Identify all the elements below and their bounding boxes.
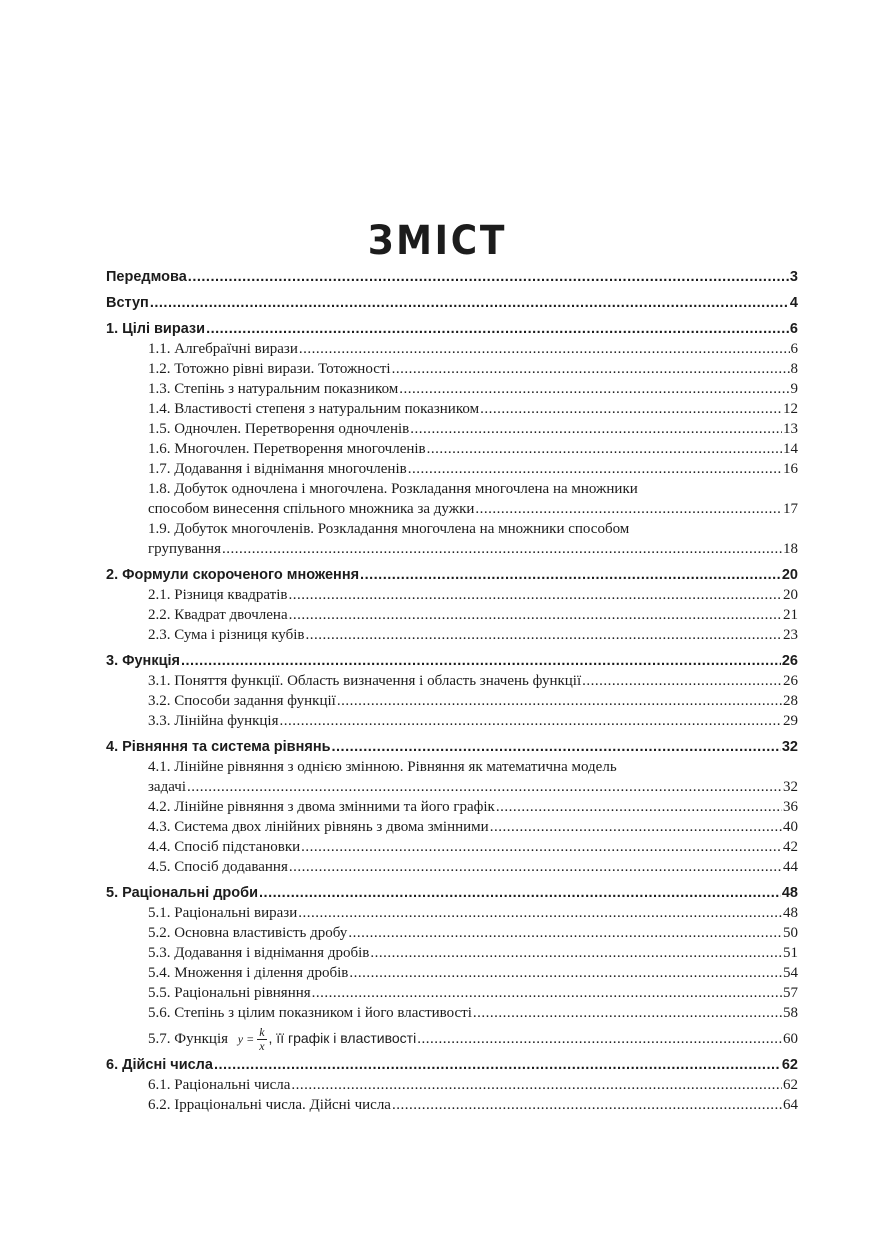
toc-entry-title: 1.7. Додавання і віднімання многочленів <box>148 461 407 477</box>
toc-entry-title-with-formula <box>148 1026 416 1053</box>
toc-entry-section[interactable] <box>106 359 798 379</box>
toc-entry-title-rest: , її графік і властивості <box>268 1029 417 1046</box>
fraction <box>257 1026 266 1053</box>
toc-entry-section[interactable] <box>106 379 798 399</box>
toc-entry-page: 16 <box>783 461 798 477</box>
fraction-denominator: x <box>259 1038 265 1053</box>
toc-entry-section[interactable] <box>106 963 798 983</box>
toc-entry-page: 32 <box>783 779 798 795</box>
toc-entry-title: Вступ <box>106 295 149 311</box>
toc-entry-page: 20 <box>781 567 798 583</box>
toc-leader <box>301 837 782 857</box>
toc-leader <box>214 1055 781 1075</box>
toc-entry-title: 5.7. Функція <box>148 1030 229 1047</box>
toc-entry-section[interactable] <box>106 519 798 559</box>
toc-entry-section[interactable] <box>106 711 798 731</box>
toc-entry-section[interactable] <box>106 1003 798 1023</box>
toc-leader <box>150 293 789 313</box>
toc-entry-title: 3.1. Поняття функції. Область визначення і область значень функції <box>148 673 582 689</box>
toc-entry-title: 1.6. Многочлен. Перетворення многочленів <box>148 441 426 457</box>
toc-entry-chapter[interactable] <box>106 883 798 903</box>
toc-entry-title: 4.2. Лінійне рівняння з двома змінними та його графік <box>148 799 495 815</box>
toc-entry-chapter[interactable] <box>106 319 798 339</box>
toc-entry-section[interactable] <box>106 585 798 605</box>
toc-entry-title: 4.5. Спосіб додавання <box>148 859 288 875</box>
toc-entry-title: 6.2. Ірраціональні числа. Дійсні числа <box>148 1097 391 1113</box>
toc-entry-page: 8 <box>790 361 798 377</box>
toc-entry-section[interactable] <box>106 817 798 837</box>
toc-entry-page: 18 <box>783 541 798 557</box>
toc-entry-line <box>106 519 798 539</box>
toc-entry-line <box>106 499 798 519</box>
toc-entry-section[interactable] <box>106 943 798 963</box>
toc-entry-title: 1.5. Одночлен. Перетворення одночленів <box>148 421 410 437</box>
toc-entry-title: 6. Дійсні числа <box>106 1057 213 1073</box>
toc-entry-page: 64 <box>783 1097 798 1113</box>
toc-entry-chapter[interactable] <box>106 1055 798 1075</box>
toc-entry-section[interactable] <box>106 399 798 419</box>
toc-leader <box>187 777 782 797</box>
toc-leader <box>280 711 782 731</box>
toc-entry-page: 14 <box>783 441 798 457</box>
toc-entry-page: 54 <box>783 965 798 981</box>
toc-entry-title: 5.5. Раціональні рівняння <box>148 985 311 1001</box>
toc-entry-page: 4 <box>789 295 798 311</box>
toc-entry-title: Передмова <box>106 269 187 285</box>
toc-leader <box>288 585 782 605</box>
toc-leader <box>399 379 789 399</box>
toc-entry-page: 42 <box>783 839 798 855</box>
toc-leader <box>410 419 782 439</box>
toc-entry-section[interactable] <box>106 923 798 943</box>
toc-entry-section[interactable] <box>106 903 798 923</box>
toc-entry-title: 3.3. Лінійна функція <box>148 713 279 729</box>
toc-entry-title: 1.8. Добуток одночлена і многочлена. Розкладання многочлена на множники <box>148 481 638 497</box>
toc-entry-page: 29 <box>783 713 798 729</box>
toc-leader <box>408 459 782 479</box>
toc-entry-section[interactable] <box>106 837 798 857</box>
toc-leader <box>332 737 781 757</box>
toc-entry-title: 4.1. Лінійне рівняння з однією змінною. Рівняння як математична модель <box>148 759 617 775</box>
toc-leader <box>222 539 782 559</box>
formula-lhs: y = <box>237 1032 255 1046</box>
toc-leader <box>392 1095 782 1115</box>
toc-entry-page: 40 <box>783 819 798 835</box>
toc-entry-page: 13 <box>783 421 798 437</box>
toc-entry-line <box>106 539 798 559</box>
toc-entry-page: 44 <box>783 859 798 875</box>
toc-leader <box>348 923 782 943</box>
toc-entry-section[interactable] <box>106 857 798 877</box>
toc-entry-chapter[interactable] <box>106 293 798 313</box>
toc-entry-title: 2.3. Сума і різниця кубів <box>148 627 305 643</box>
toc-entry-section[interactable] <box>106 479 798 519</box>
toc-leader <box>188 267 789 287</box>
toc-entry-page: 36 <box>783 799 798 815</box>
toc-entry-page: 50 <box>783 925 798 941</box>
toc-leader <box>181 651 781 671</box>
fraction-numerator: k <box>259 1024 265 1039</box>
toc-entry-title-continued: способом винесення спільного множника за дужки <box>148 501 475 517</box>
toc-entry-title: 4.3. Система двох лінійних рівнянь з двома змінними <box>148 819 489 835</box>
toc-entry-section[interactable] <box>106 459 798 479</box>
toc-entry-title: 1.3. Степінь з натуральним показником <box>148 381 399 397</box>
toc-leader <box>291 1075 782 1095</box>
toc-entry-section[interactable] <box>106 691 798 711</box>
toc-leader <box>349 963 782 983</box>
toc-entry-title: 5.2. Основна властивість дробу <box>148 925 348 941</box>
toc-entry-title: 4.4. Спосіб підстановки <box>148 839 301 855</box>
toc-entry-page: 26 <box>781 653 798 669</box>
toc-entry-section[interactable] <box>106 1075 798 1095</box>
toc-leader <box>475 499 782 519</box>
toc-entry-page: 17 <box>783 501 798 517</box>
toc-entry-section[interactable] <box>106 439 798 459</box>
toc-entry-page: 23 <box>783 627 798 643</box>
toc-leader <box>490 817 782 837</box>
toc-entry-section[interactable] <box>106 339 798 359</box>
toc-leader <box>299 339 790 359</box>
toc-leader <box>305 625 782 645</box>
toc-entry-title: 2. Формули скороченого множення <box>106 567 360 583</box>
toc-entry-chapter[interactable] <box>106 651 798 671</box>
toc-entry-title: 2.2. Квадрат двочлена <box>148 607 288 623</box>
toc-entry-title: 2.1. Різниця квадратів <box>148 587 288 603</box>
toc-entry-page: 48 <box>783 905 798 921</box>
toc-entry-page: 60 <box>783 1031 798 1047</box>
toc-entry-chapter[interactable] <box>106 565 798 585</box>
toc-leader <box>417 1029 782 1049</box>
toc-entry-title: 3.2. Способи задання функції <box>148 693 336 709</box>
toc-entry-page: 48 <box>781 885 798 901</box>
toc-entry-page: 62 <box>783 1077 798 1093</box>
toc-leader <box>312 983 782 1003</box>
toc-leader <box>496 797 782 817</box>
toc-entry-section[interactable] <box>106 671 798 691</box>
toc-leader <box>473 1003 782 1023</box>
toc-entry-section[interactable] <box>106 983 798 1003</box>
toc-entry-line <box>106 479 798 499</box>
toc-entry-page: 28 <box>783 693 798 709</box>
toc-entry-page: 62 <box>781 1057 798 1073</box>
toc-entry-title: 5.6. Степінь з цілим показником і його властивості <box>148 1005 472 1021</box>
toc-entry-page: 20 <box>783 587 798 603</box>
toc-entry-section[interactable] <box>106 625 798 645</box>
toc-entry-title: 4. Рівняння та система рівнянь <box>106 739 331 755</box>
toc-entry-title: 5.3. Додавання і віднімання дробів <box>148 945 370 961</box>
toc-leader <box>427 439 782 459</box>
toc-entry-page: 32 <box>781 739 798 755</box>
toc-entry-chapter[interactable] <box>106 267 798 287</box>
toc-leader <box>259 883 781 903</box>
toc-leader <box>392 359 790 379</box>
toc-leader <box>582 671 782 691</box>
toc-leader <box>298 903 782 923</box>
toc-entry-title: 6.1. Раціональні числа <box>148 1077 291 1093</box>
toc-entry-section[interactable] <box>106 605 798 625</box>
toc-entry-section[interactable] <box>106 757 798 797</box>
toc-entry-page: 57 <box>783 985 798 1001</box>
toc-entry-title: 1.1. Алгебраїчні вирази <box>148 341 298 357</box>
toc-entry-section[interactable] <box>106 797 798 817</box>
toc-leader <box>289 605 782 625</box>
toc-entry-page: 21 <box>783 607 798 623</box>
toc-entry-title: 5. Раціональні дроби <box>106 885 259 901</box>
toc-leader <box>289 857 782 877</box>
toc-entry-page: 58 <box>783 1005 798 1021</box>
toc-leader <box>480 399 782 419</box>
toc-entry-page: 3 <box>789 269 798 285</box>
toc-entry-section[interactable] <box>106 1095 798 1115</box>
toc-entry-title: 1.2. Тотожно рівні вирази. Тотожності <box>148 361 391 377</box>
toc-entry-page: 12 <box>783 401 798 417</box>
toc-entry-page: 51 <box>783 945 798 961</box>
toc-entry-title: 5.4. Множення і ділення дробів <box>148 965 349 981</box>
toc-entry-title-continued: задачі <box>148 779 186 795</box>
toc-entry-title-continued: групування <box>148 541 221 557</box>
toc-entry-chapter[interactable] <box>106 737 798 757</box>
toc-entry-line <box>106 757 798 777</box>
toc-entry-page: 6 <box>789 321 798 337</box>
toc-leader <box>206 319 789 339</box>
page-title: ЗМІСТ <box>367 218 508 264</box>
toc-entry-page: 9 <box>790 381 798 397</box>
toc-leader <box>370 943 782 963</box>
toc-entry-page: 26 <box>783 673 798 689</box>
formula-y-equals-k-over-x <box>238 1026 267 1053</box>
toc-entry-title: 1.9. Добуток многочленів. Розкладання многочлена на множники способом <box>148 521 630 537</box>
toc-entry-title: 3. Функція <box>106 653 180 669</box>
table-of-contents <box>106 267 798 1115</box>
toc-entry-title: 1. Цілі вирази <box>106 321 206 337</box>
toc-entry-line <box>106 777 798 797</box>
toc-entry-page: 6 <box>790 341 798 357</box>
toc-entry-title: 1.4. Властивості степеня з натуральним показником <box>148 401 480 417</box>
toc-leader <box>360 565 781 585</box>
toc-entry-section[interactable] <box>106 1023 798 1055</box>
toc-entry-section[interactable] <box>106 419 798 439</box>
toc-leader <box>337 691 782 711</box>
toc-entry-title: 5.1. Раціональні вирази <box>148 905 298 921</box>
